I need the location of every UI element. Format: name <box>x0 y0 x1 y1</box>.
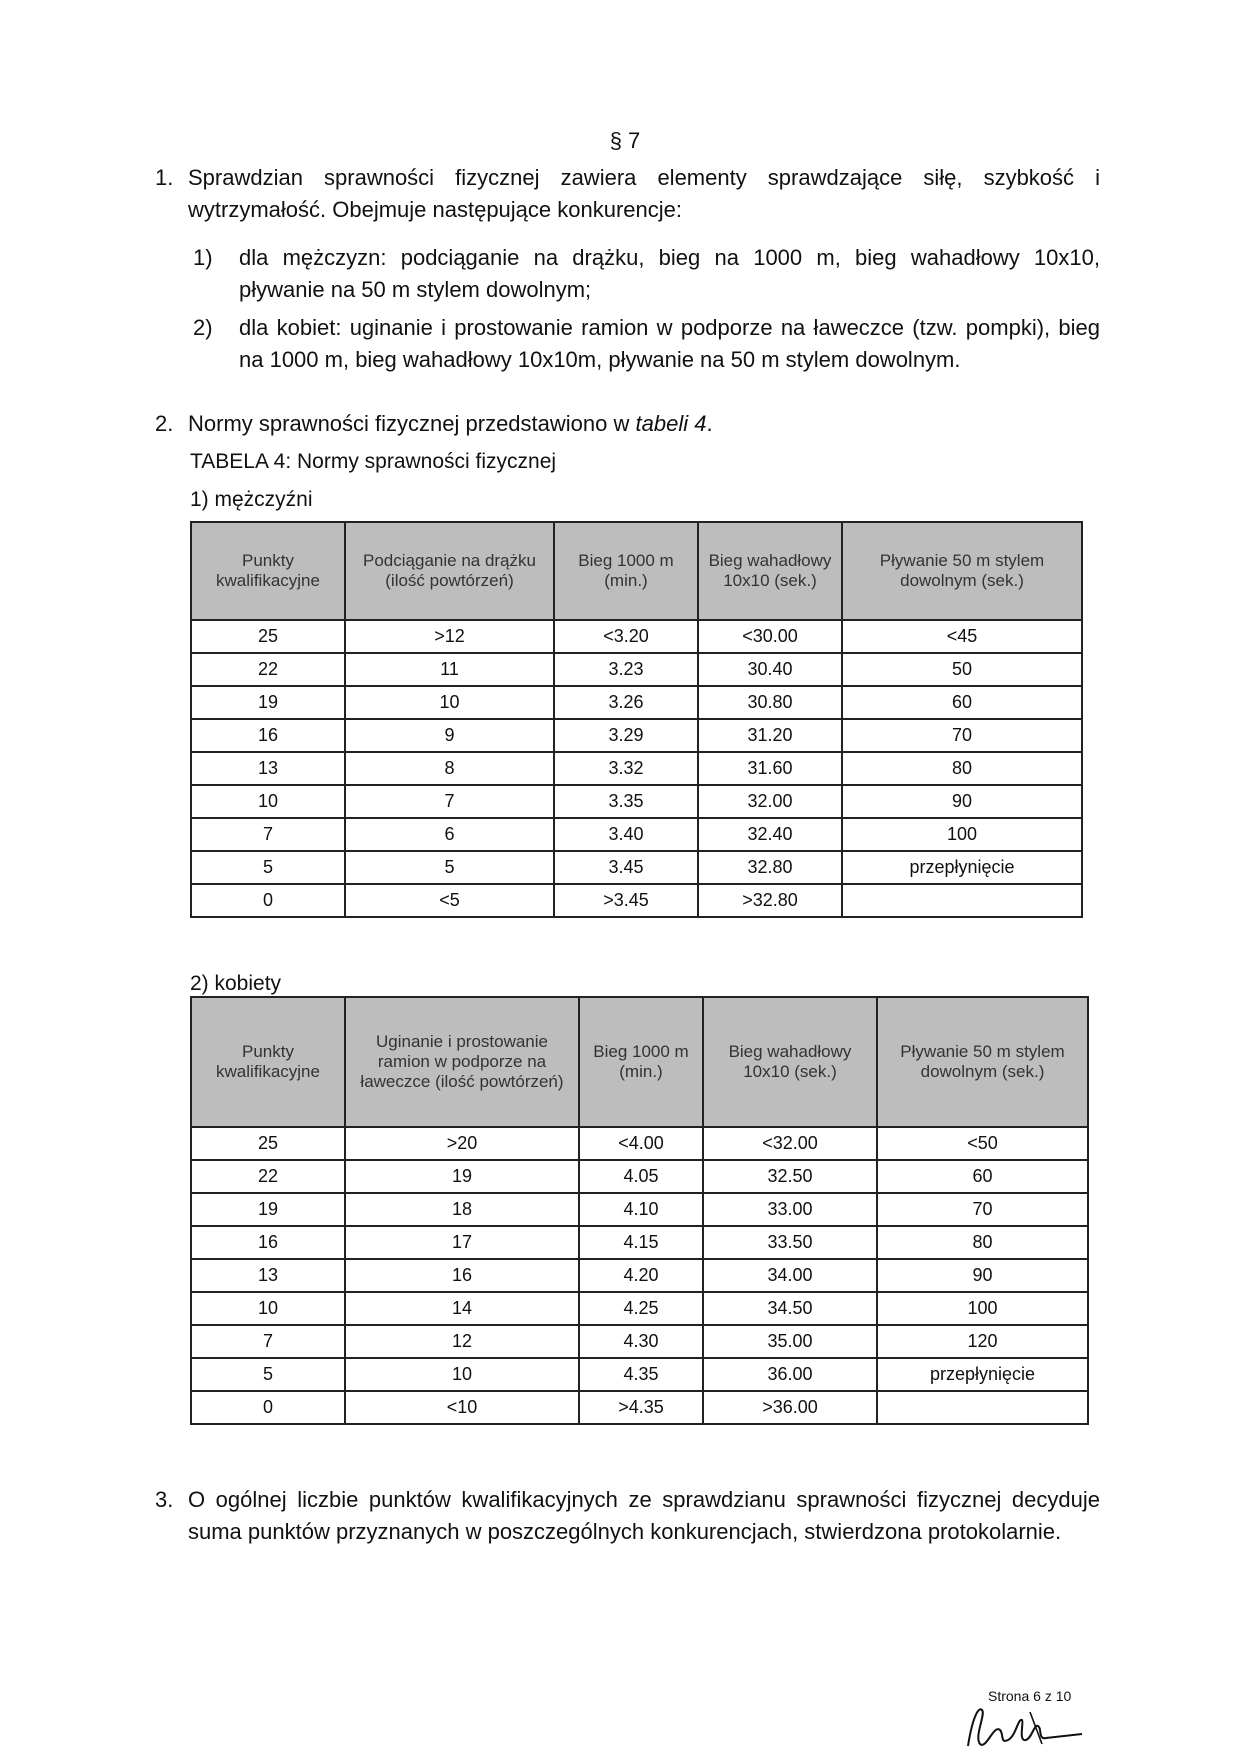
point-2-text: Normy sprawności fizycznej przedstawiono w tabeli 4. <box>188 411 713 436</box>
table-cell: <10 <box>345 1391 579 1424</box>
column-header: Bieg 1000 m (min.) <box>579 997 703 1127</box>
table-cell: <32.00 <box>703 1127 877 1160</box>
table-cell: 33.50 <box>703 1226 877 1259</box>
table-cell: 3.45 <box>554 851 698 884</box>
table-cell: <30.00 <box>698 620 842 653</box>
table-cell: 25 <box>191 1127 345 1160</box>
table-cell: 80 <box>877 1226 1088 1259</box>
point-1 <box>155 162 1100 226</box>
section-heading: § 7 <box>609 128 641 153</box>
table-cell: 120 <box>877 1325 1088 1358</box>
signature <box>960 1700 1090 1752</box>
table-cell: 3.26 <box>554 686 698 719</box>
table-cell: 60 <box>842 686 1082 719</box>
list-item-men-number: 1) <box>193 245 213 270</box>
table-row <box>191 1226 1088 1259</box>
table-cell: <50 <box>877 1127 1088 1160</box>
table-cell: 34.00 <box>703 1259 877 1292</box>
table-cell: 80 <box>842 752 1082 785</box>
table-cell: 3.40 <box>554 818 698 851</box>
table-cell: 4.05 <box>579 1160 703 1193</box>
table-cell: 17 <box>345 1226 579 1259</box>
table-cell: 100 <box>877 1292 1088 1325</box>
list-item-men-text: dla mężczyzn: podciąganie na drążku, bieg na 1000 m, bieg wahadłowy 10x10, pływanie na 50 m stylem dowolnym; <box>239 245 1100 302</box>
table-cell: 7 <box>191 1325 345 1358</box>
table-cell: 25 <box>191 620 345 653</box>
point-1-number: 1. <box>155 165 174 190</box>
table-cell: 19 <box>345 1160 579 1193</box>
table-cell: <4.00 <box>579 1127 703 1160</box>
column-header: Pływanie 50 m stylem dowolnym (sek.) <box>842 522 1082 620</box>
table-cell: 33.00 <box>703 1193 877 1226</box>
table-cell: 4.25 <box>579 1292 703 1325</box>
table-cell: 6 <box>345 818 554 851</box>
table-cell: 16 <box>191 1226 345 1259</box>
table-cell: 13 <box>191 752 345 785</box>
table-cell: 0 <box>191 1391 345 1424</box>
table-cell: 13 <box>191 1259 345 1292</box>
table-row <box>191 851 1082 884</box>
list-item-women-text: dla kobiet: uginanie i prostowanie ramion w podporze na ławeczce (tzw. pompki), bieg na 1000 m, bieg wahadłowy 10x10m, pływanie na 50 m stylem dowolnym. <box>239 315 1100 372</box>
table-cell: >32.80 <box>698 884 842 917</box>
table-cell: 19 <box>191 1193 345 1226</box>
point-3-number: 3. <box>155 1487 174 1512</box>
table-cell: 18 <box>345 1193 579 1226</box>
table-cell: 60 <box>877 1160 1088 1193</box>
column-header: Bieg 1000 m (min.) <box>554 522 698 620</box>
table-cell: 5 <box>191 1358 345 1391</box>
table-row <box>191 1391 1088 1424</box>
table-cell: 31.20 <box>698 719 842 752</box>
table-cell: 30.80 <box>698 686 842 719</box>
table-cell: 22 <box>191 653 345 686</box>
table-cell: 10 <box>191 1292 345 1325</box>
table-cell: 3.29 <box>554 719 698 752</box>
table-cell: 22 <box>191 1160 345 1193</box>
point-3-text: O ogólnej liczbie punktów kwalifikacyjnych ze sprawdzianu sprawności fizycznej decyduje suma punktów przyznanych w poszczególnych konkurencjach, stwierdzona protokolarnie. <box>188 1487 1100 1544</box>
table-cell: 5 <box>345 851 554 884</box>
men-table-label: 1) mężczyźni <box>190 488 313 511</box>
table-cell: 4.30 <box>579 1325 703 1358</box>
point-2 <box>155 408 1100 440</box>
table-cell: 35.00 <box>703 1325 877 1358</box>
table-cell: 8 <box>345 752 554 785</box>
column-header: Uginanie i prostowanie ramion w podporze na ławeczce (ilość powtórzeń) <box>345 997 579 1127</box>
point-3 <box>155 1484 1100 1548</box>
table-cell: 50 <box>842 653 1082 686</box>
column-header: Bieg wahadłowy 10x10 (sek.) <box>698 522 842 620</box>
table-row <box>191 1193 1088 1226</box>
table-cell: 5 <box>191 851 345 884</box>
table-cell: 3.23 <box>554 653 698 686</box>
table-cell: 4.20 <box>579 1259 703 1292</box>
table-cell: 36.00 <box>703 1358 877 1391</box>
table-cell: 10 <box>191 785 345 818</box>
list-item-women-number: 2) <box>193 315 213 340</box>
table-cell: 70 <box>877 1193 1088 1226</box>
table-cell <box>877 1391 1088 1424</box>
table-cell: 32.00 <box>698 785 842 818</box>
column-header: Bieg wahadłowy 10x10 (sek.) <box>703 997 877 1127</box>
table-row <box>191 719 1082 752</box>
column-header: Punkty kwalifikacyjne <box>191 997 345 1127</box>
table-reference: tabeli 4 <box>635 411 707 436</box>
table-cell: >36.00 <box>703 1391 877 1424</box>
table-row <box>191 884 1082 917</box>
table-cell: 11 <box>345 653 554 686</box>
table-cell: 12 <box>345 1325 579 1358</box>
table-cell: <5 <box>345 884 554 917</box>
table-row <box>191 620 1082 653</box>
table-cell: 4.15 <box>579 1226 703 1259</box>
table-header-row <box>191 522 1082 620</box>
table-header-row <box>191 997 1088 1127</box>
table-cell: >12 <box>345 620 554 653</box>
table-row <box>191 785 1082 818</box>
table-row <box>191 653 1082 686</box>
table-row <box>191 818 1082 851</box>
table-cell <box>842 884 1082 917</box>
table-cell: 3.32 <box>554 752 698 785</box>
table-cell: 10 <box>345 686 554 719</box>
table-cell: 3.35 <box>554 785 698 818</box>
column-header: Podciąganie na drążku (ilość powtórzeń) <box>345 522 554 620</box>
table-cell: 4.10 <box>579 1193 703 1226</box>
page-number: Strona 6 z 10 <box>988 1688 1072 1704</box>
point-1-text: Sprawdzian sprawności fizycznej zawiera elementy sprawdzające siłę, szybkość i wytrzymałość. Obejmuje następujące konkurencje: <box>188 165 1100 222</box>
table-cell: <3.20 <box>554 620 698 653</box>
list-item-women <box>193 312 1100 376</box>
table-cell: 70 <box>842 719 1082 752</box>
table-cell: 100 <box>842 818 1082 851</box>
table-cell: 30.40 <box>698 653 842 686</box>
table-cell: 16 <box>191 719 345 752</box>
table-cell: >20 <box>345 1127 579 1160</box>
women-norms-table <box>190 996 1089 1425</box>
table-cell: 7 <box>345 785 554 818</box>
column-header: Punkty kwalifikacyjne <box>191 522 345 620</box>
table-cell: 32.80 <box>698 851 842 884</box>
table-cell: 0 <box>191 884 345 917</box>
table-cell: 10 <box>345 1358 579 1391</box>
table-row <box>191 752 1082 785</box>
table-cell: przepłynięcie <box>877 1358 1088 1391</box>
table-row <box>191 1127 1088 1160</box>
table-cell: 7 <box>191 818 345 851</box>
table-row <box>191 686 1082 719</box>
column-header: Pływanie 50 m stylem dowolnym (sek.) <box>877 997 1088 1127</box>
table-cell: 90 <box>877 1259 1088 1292</box>
women-table-label: 2) kobiety <box>190 972 282 995</box>
table-cell: >3.45 <box>554 884 698 917</box>
list-item-men <box>193 242 1100 306</box>
table-cell: 19 <box>191 686 345 719</box>
table-row <box>191 1160 1088 1193</box>
table-row <box>191 1259 1088 1292</box>
men-norms-table <box>190 521 1083 918</box>
table-cell: 14 <box>345 1292 579 1325</box>
table-cell: przepłynięcie <box>842 851 1082 884</box>
point-2-number: 2. <box>155 411 174 436</box>
table-cell: 9 <box>345 719 554 752</box>
table-row <box>191 1292 1088 1325</box>
table-cell: 16 <box>345 1259 579 1292</box>
table-row <box>191 1325 1088 1358</box>
table-cell: 32.50 <box>703 1160 877 1193</box>
table-cell: 4.35 <box>579 1358 703 1391</box>
table-cell: >4.35 <box>579 1391 703 1424</box>
table-cell: 34.50 <box>703 1292 877 1325</box>
table-cell: 31.60 <box>698 752 842 785</box>
table-caption: TABELA 4: Normy sprawności fizycznej <box>190 450 557 473</box>
table-row <box>191 1358 1088 1391</box>
table-cell: <45 <box>842 620 1082 653</box>
table-cell: 32.40 <box>698 818 842 851</box>
table-cell: 90 <box>842 785 1082 818</box>
